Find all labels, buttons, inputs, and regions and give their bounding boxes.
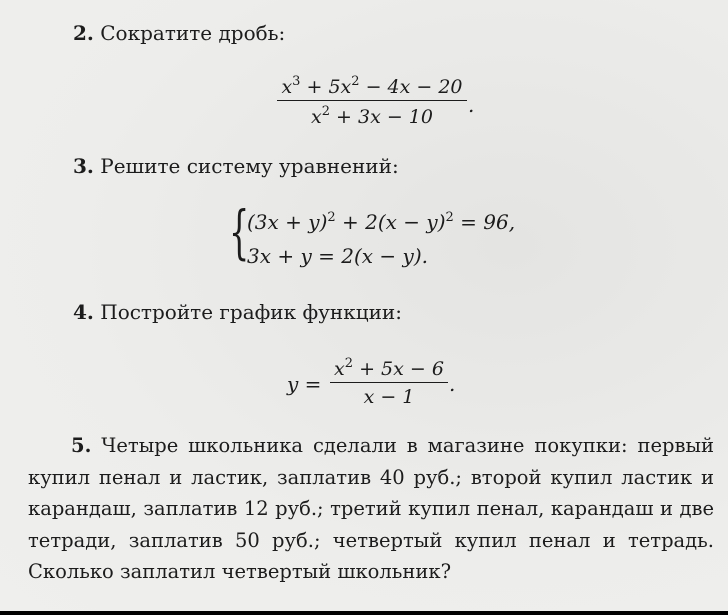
- task-2-numerator: $x^3 + 5x^2 - 4x - 20$: [281, 74, 463, 98]
- task-4-number: 4.: [73, 300, 94, 324]
- task-2-fraction-bar: [277, 100, 467, 101]
- task-2-title: Сократите дробь:: [100, 21, 286, 45]
- task-5-paragraph: [28, 430, 714, 588]
- task-4-title: Постройте график функции:: [100, 300, 402, 324]
- task-3-equation-2: 3x + y = 2(x − y).: [247, 244, 428, 268]
- task-5-number: 5.: [71, 434, 92, 457]
- task-3-title: Решите систему уравнений:: [100, 154, 399, 178]
- task-2-heading: [73, 21, 285, 45]
- task-4-numerator: $x^2 + 5x - 6$: [334, 356, 444, 380]
- task-5-text: Четыре школьника сделали в магазине покупки: первый купил пенал и ластик, заплатив 40 руб.; второй купил ластик и карандаш, заплатив 12 руб.; третий купил пенал, карандаш и две тетради, заплатив 50 руб.; четвертый купил пенал и тетрадь. Сколько заплатил четвертый школьник?: [28, 434, 714, 583]
- task-4-fraction: [330, 356, 448, 408]
- task-4-period: .: [449, 372, 456, 396]
- task-3-heading: [73, 154, 399, 178]
- task-4-fraction-bar: [330, 382, 448, 383]
- task-4-heading: [73, 300, 402, 324]
- task-2-period: .: [468, 93, 475, 117]
- task-3-equation-1: $(3x + y)^2 + 2(x - y)^2 = 96$,: [247, 210, 516, 234]
- task-4-lhs: y =: [287, 372, 322, 396]
- task-2-fraction: [277, 74, 467, 128]
- task-3-number: 3.: [73, 154, 94, 178]
- system-brace: {: [229, 198, 250, 266]
- scan-bottom-edge: [0, 611, 728, 615]
- task-4-denominator: x − 1: [363, 386, 415, 408]
- task-2-number: 2.: [73, 21, 94, 45]
- task-2-denominator: $x^2 + 3x - 10$: [311, 104, 433, 128]
